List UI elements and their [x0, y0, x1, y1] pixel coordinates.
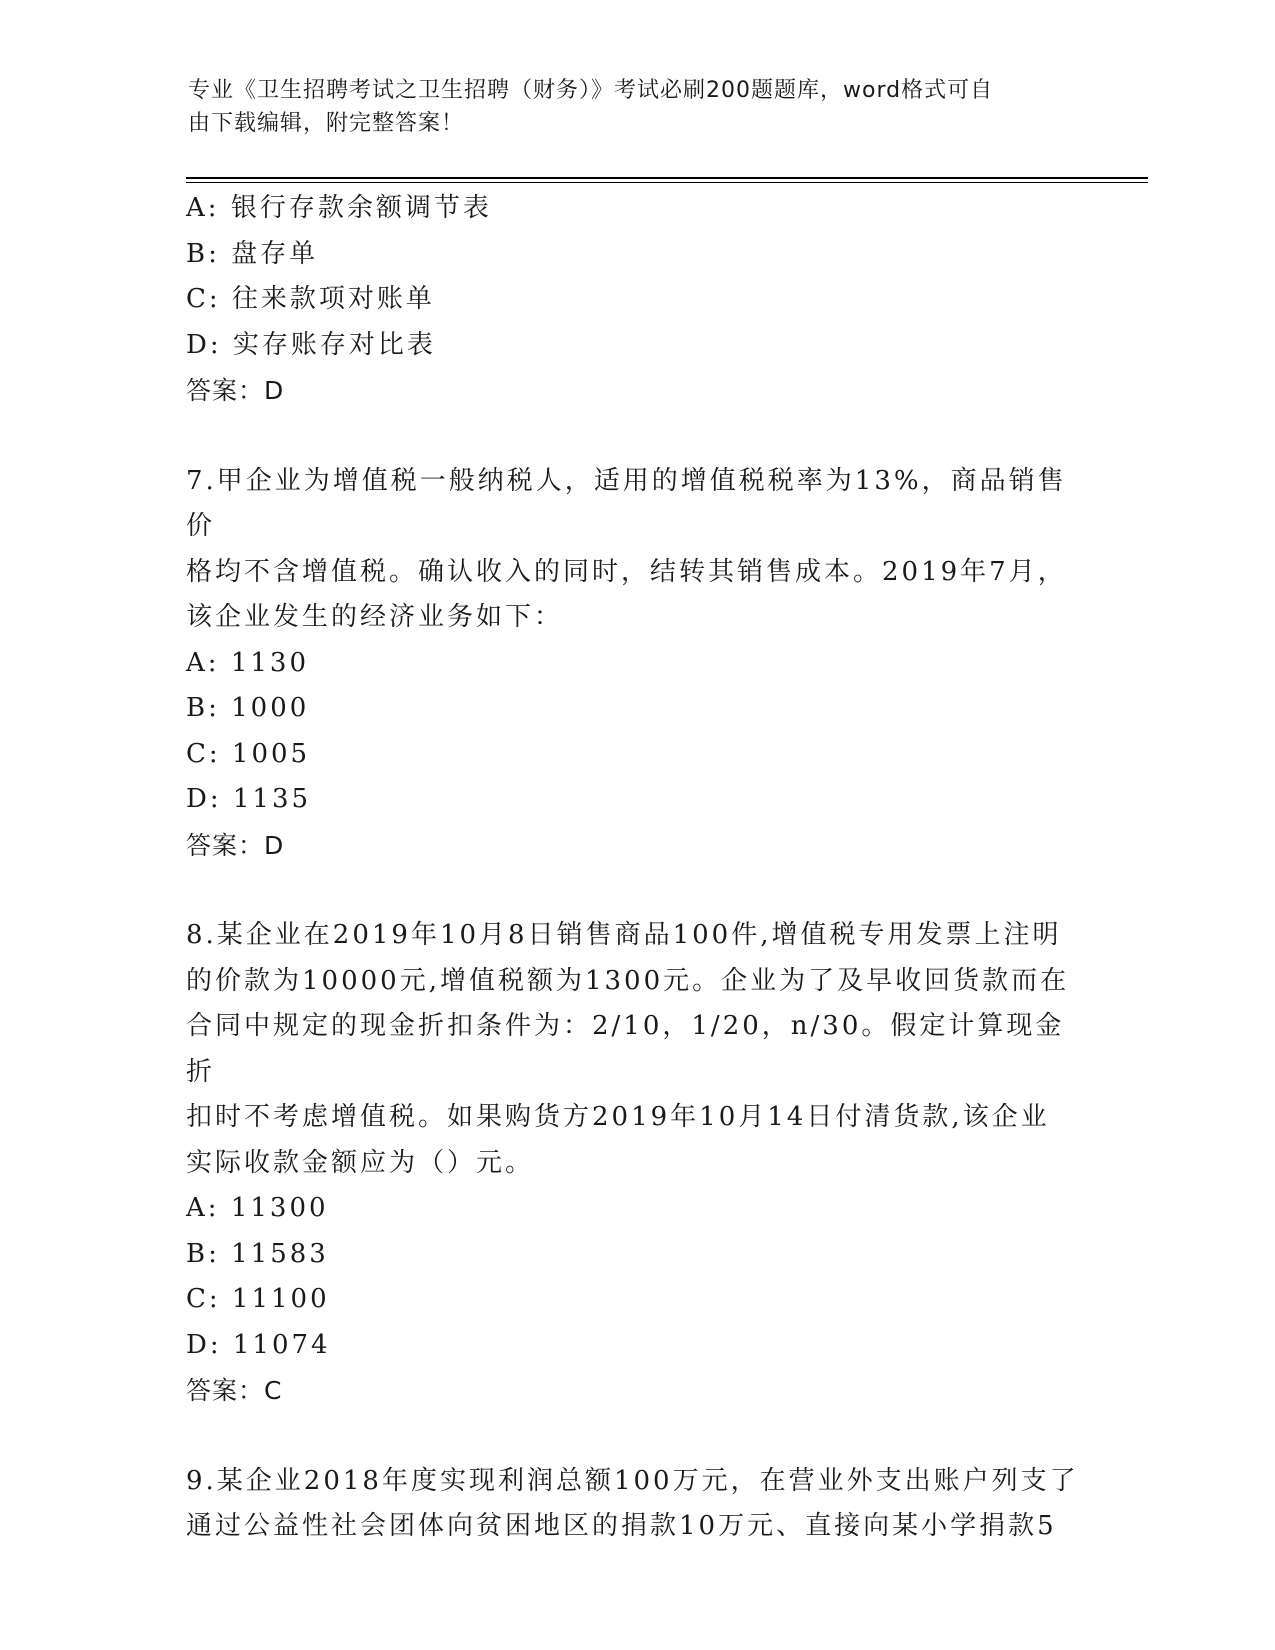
option-c	[186, 732, 1086, 778]
stem-line: 实际收款金额应为（）元。	[186, 1147, 535, 1178]
option-label: D:	[186, 329, 222, 360]
option-text: 11300	[230, 1193, 329, 1223]
option-d	[186, 777, 1086, 823]
option-label: A:	[186, 193, 220, 223]
option-text: 实存账存对比表	[232, 329, 436, 360]
option-label: A:	[186, 1193, 220, 1223]
question-8-block	[186, 913, 1086, 1414]
option-text: 1005	[231, 738, 311, 769]
option-a	[186, 186, 1086, 232]
question-stem	[186, 913, 1086, 1186]
question-stem	[186, 1459, 1086, 1550]
header-line-1: 专业《卫生招聘考试之卫生招聘（财务）》考试必刷200题题库，word格式可自	[188, 78, 994, 103]
stem-line: 通过公益性社会团体向贫困地区的捐款10万元、直接向某小学捐款5	[186, 1511, 1057, 1541]
header-line-2: 由下载编辑，附完整答案！	[188, 111, 465, 136]
stem-line: 8.某企业在2019年10月8日销售商品100件,增值税专用发票上注明	[186, 920, 1062, 950]
option-a	[186, 1186, 1086, 1232]
header-rule-thin	[186, 182, 1148, 183]
stem-line: 9.某企业2018年度实现利润总额100万元，在营业外支出账户列支了	[186, 1465, 1079, 1496]
question-spacer	[186, 414, 1086, 459]
option-text: 11583	[231, 1238, 329, 1269]
option-c	[186, 1277, 1086, 1323]
document-header	[188, 74, 1068, 140]
option-label: A:	[186, 647, 220, 678]
option-text: 往来款项对账单	[231, 284, 435, 314]
stem-line: 该企业发生的经济业务如下：	[186, 602, 564, 632]
option-c	[186, 277, 1086, 323]
option-a	[186, 641, 1086, 687]
answer-line: 答案：D	[186, 830, 285, 860]
question-spacer	[186, 1414, 1086, 1459]
option-label: D:	[186, 784, 222, 814]
option-text: 1130	[230, 647, 309, 678]
answer-line: 答案：C	[186, 1376, 283, 1405]
question-6-block	[186, 186, 1086, 414]
option-label: B:	[186, 238, 220, 269]
option-text: 1000	[231, 693, 310, 723]
question-7-block	[186, 459, 1086, 869]
question-list	[186, 186, 1086, 1550]
option-label: B:	[186, 693, 220, 723]
stem-line: 扣时不考虑增值税。如果购货方2019年10月14日付清货款,该企业	[186, 1102, 1050, 1132]
option-b	[186, 232, 1086, 278]
option-d	[186, 323, 1086, 369]
option-text: 11100	[231, 1284, 330, 1314]
option-text: 11074	[232, 1329, 331, 1360]
question-stem	[186, 459, 1086, 641]
header-rule-thick	[186, 177, 1148, 179]
stem-line: 格均不含增值税。确认收入的同时，结转其销售成本。2019年7月，	[186, 556, 1067, 587]
option-b	[186, 686, 1086, 732]
option-d	[186, 1323, 1086, 1369]
option-text: 1135	[232, 784, 312, 814]
option-label: C:	[186, 1284, 221, 1314]
stem-line: 的价款为10000元,增值税额为1300元。企业为了及早收回货款而在	[186, 965, 1070, 996]
option-label: C:	[186, 738, 221, 769]
option-label: B:	[186, 1238, 220, 1269]
option-label: D:	[186, 1329, 222, 1360]
answer-line: 答案：D	[186, 376, 285, 405]
stem-line: 7.甲企业为增值税一般纳税人，适用的增值税税率为13%，商品销售价	[186, 465, 1067, 541]
stem-line: 合同中规定的现金折扣条件为：2/10，1/20，n/30。假定计算现金折	[186, 1011, 1065, 1087]
option-text: 银行存款余额调节表	[230, 193, 492, 223]
option-b	[186, 1232, 1086, 1278]
option-text: 盘存单	[231, 238, 319, 269]
option-label: C:	[186, 284, 221, 314]
question-spacer	[186, 868, 1086, 913]
question-9-block	[186, 1459, 1086, 1550]
